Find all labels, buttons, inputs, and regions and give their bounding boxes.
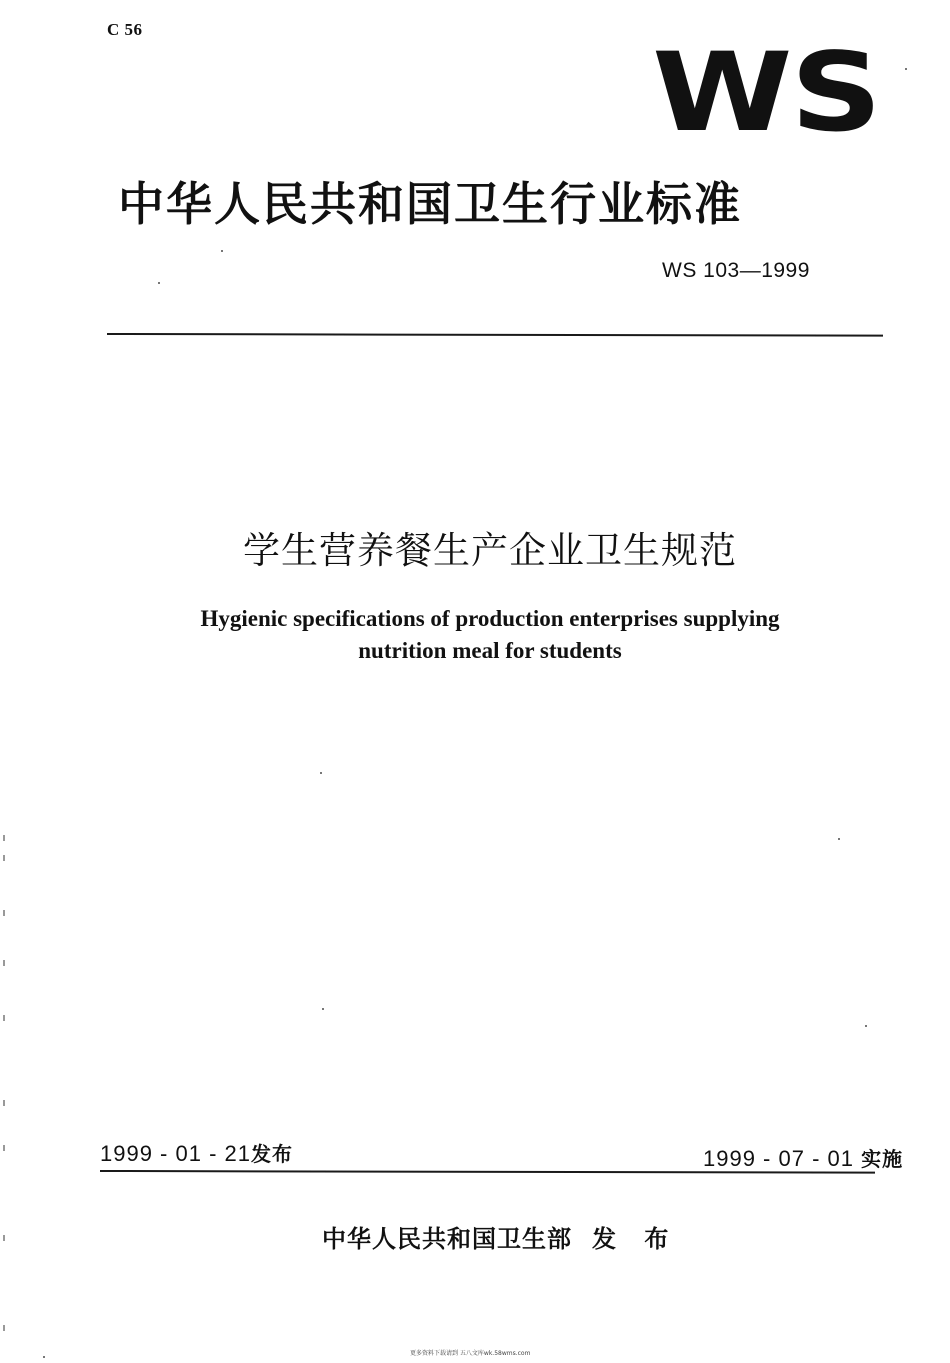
publisher-block (322, 1219, 678, 1254)
document-title-en (0, 603, 950, 667)
implementation-date: 1999 - 07 - 01 (703, 1146, 854, 1171)
header-divider (107, 333, 883, 337)
scan-speck (865, 1025, 867, 1027)
publisher-name: 中华人民共和国卫生部 (322, 1225, 572, 1253)
scan-edge-mark (3, 1015, 5, 1021)
issue-date: 1999 - 01 - 21 (100, 1141, 251, 1166)
document-title-en-line2: nutrition meal for students (358, 638, 622, 663)
scan-speck (322, 1008, 324, 1010)
standard-number: WS 103—1999 (662, 259, 810, 282)
scan-edge-mark (3, 1235, 5, 1241)
footer-note: 更多资料下载请到 五八文库wk.58wms.com (410, 1350, 531, 1357)
issue-date-block (100, 1138, 293, 1167)
scan-speck (43, 1356, 45, 1358)
issue-label: 发布 (250, 1142, 293, 1166)
scan-speck (905, 68, 907, 70)
scan-edge-mark (3, 835, 5, 841)
scan-edge-mark (3, 855, 5, 861)
classification-code: C 56 (107, 20, 143, 39)
document-title-en-line1: Hygienic specifications of production enterprises supplying (200, 606, 780, 631)
scan-edge-mark (3, 1325, 5, 1331)
scan-speck (158, 282, 160, 284)
ws-logo: WS (652, 28, 881, 156)
publisher-verb: 发 布 (592, 1225, 679, 1253)
implementation-date-block (703, 1143, 903, 1172)
standard-series-title: 中华人民共和国卫生行业标准 (118, 177, 742, 231)
scan-speck (838, 838, 840, 840)
scan-speck (320, 772, 322, 774)
scan-speck (221, 250, 223, 252)
scan-edge-mark (3, 1100, 5, 1106)
scan-edge-mark (3, 960, 5, 966)
document-title-cn: 学生营养餐生产企业卫生规范 (243, 529, 737, 572)
scan-edge-mark (3, 910, 5, 916)
date-divider (100, 1170, 875, 1174)
implementation-label: 实施 (861, 1147, 904, 1171)
scan-edge-mark (3, 1145, 5, 1151)
